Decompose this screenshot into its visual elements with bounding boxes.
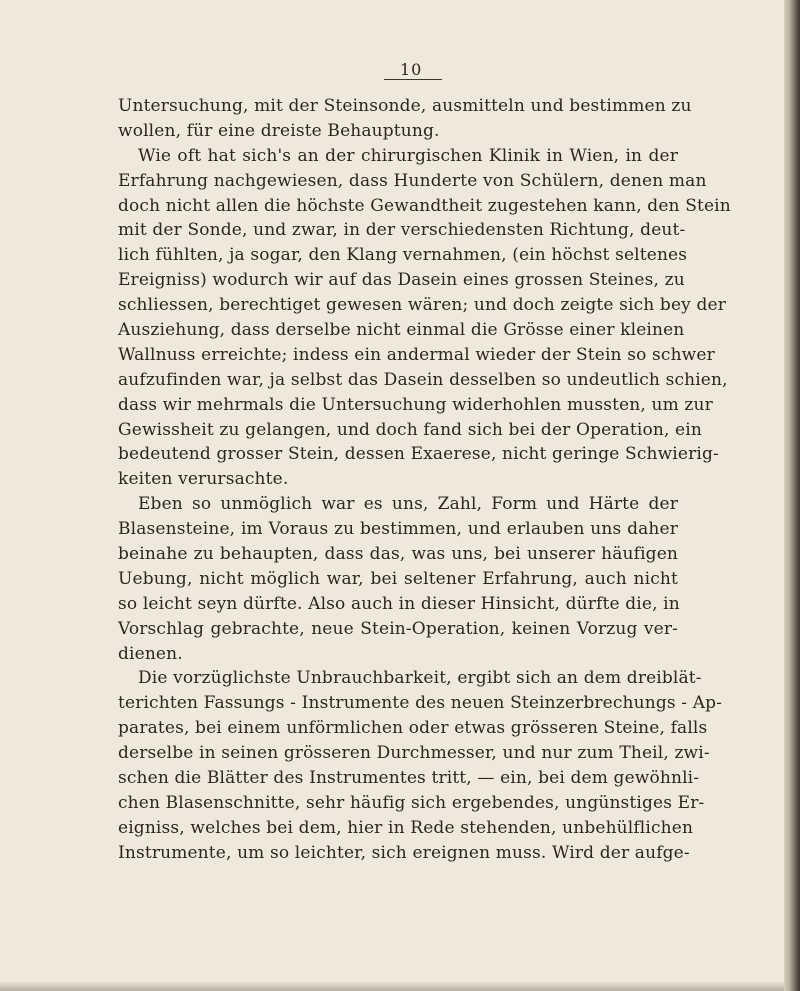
- text-line: Instrumente, um so leichter, sich ereignen muss. Wird der aufge-: [118, 842, 690, 863]
- text-line: schen die Blätter des Instrumentes tritt, — ein, bei dem gewöhnli-: [118, 768, 700, 789]
- text-line: keiten verursachte.: [118, 469, 289, 490]
- text-line: dienen.: [118, 643, 183, 664]
- body-text: [118, 94, 731, 866]
- text-line: terichten Fassungs - Instrumente des neuen Steinzerbrechungs - Ap-: [118, 693, 723, 714]
- page-bottom-shadow: [0, 981, 784, 991]
- text-line: Untersuchung, mit der Steinsonde, ausmitteln und bestimmen zu: [118, 96, 692, 116]
- text-line: Vorschlag gebrachte, neue Stein-Operation, keinen Vorzug ver-: [118, 618, 678, 639]
- text-line: bedeutend grosser Stein, dessen Exaerese, nicht geringe Schwierig-: [118, 444, 719, 465]
- text-line: Ereigniss) wodurch wir auf das Dasein eines grossen Steines, zu: [118, 270, 685, 291]
- text-line: so leicht seyn dürfte. Also auch in dieser Hinsicht, dürfte die, in: [118, 593, 680, 614]
- page-number: 10: [400, 60, 423, 79]
- text-line: parates, bei einem unförmlichen oder etwas grösseren Steine, falls: [118, 718, 708, 739]
- book-spine-edge: [784, 0, 800, 991]
- text-line: chen Blasenschnitte, sehr häufig sich ergebendes, ungünstiges Er-: [118, 792, 705, 813]
- text-line: schliessen, berechtiget gewesen wären; und doch zeigte sich bey der: [118, 295, 726, 316]
- text-line: Wie oft hat sich's an der chirurgischen Klinik in Wien, in der: [138, 145, 678, 166]
- text-line: aufzufinden war, ja selbst das Dasein desselben so undeutlich schien,: [118, 369, 728, 390]
- text-line: wollen, für eine dreiste Behauptung.: [118, 120, 440, 141]
- text-line: dass wir mehrmals die Untersuchung widerhohlen mussten, um zur: [118, 394, 713, 415]
- text-line: lich fühlten, ja sogar, den Klang vernahmen, (ein höchst seltenes: [118, 245, 688, 266]
- text-line: Wallnuss erreichte; indess ein andermal wieder der Stein so schwer: [118, 344, 715, 365]
- text-line: Eben so unmöglich war es uns, Zahl, Form und Härte der: [138, 494, 678, 515]
- text-line: Gewissheit zu gelangen, und doch fand sich bei der Operation, ein: [118, 419, 702, 440]
- text-line: mit der Sonde, und zwar, in der verschiedensten Richtung, deut-: [118, 220, 686, 241]
- page-number-rule: [384, 79, 442, 80]
- text-line: Erfahrung nachgewiesen, dass Hunderte von Schülern, denen man: [118, 170, 707, 191]
- text-line: Ausziehung, dass derselbe nicht einmal die Grösse einer kleinen: [118, 320, 685, 341]
- text-line: Uebung, nicht möglich war, bei seltener Erfahrung, auch nicht: [118, 568, 678, 589]
- text-line: doch nicht allen die höchste Gewandtheit zugestehen kann, den Stein: [118, 195, 731, 216]
- text-line: eigniss, welches bei dem, hier in Rede stehenden, unbehülflichen: [118, 817, 694, 838]
- text-line: Die vorzüglichste Unbrauchbarkeit, ergibt sich an dem dreiblät-: [138, 668, 702, 689]
- text-line: Blasensteine, im Voraus zu bestimmen, und erlauben uns daher: [118, 519, 678, 540]
- text-line: beinahe zu behaupten, dass das, was uns, bei unserer häufigen: [118, 544, 678, 565]
- text-line: derselbe in seinen grösseren Durchmesser, und nur zum Theil, zwi-: [118, 743, 710, 764]
